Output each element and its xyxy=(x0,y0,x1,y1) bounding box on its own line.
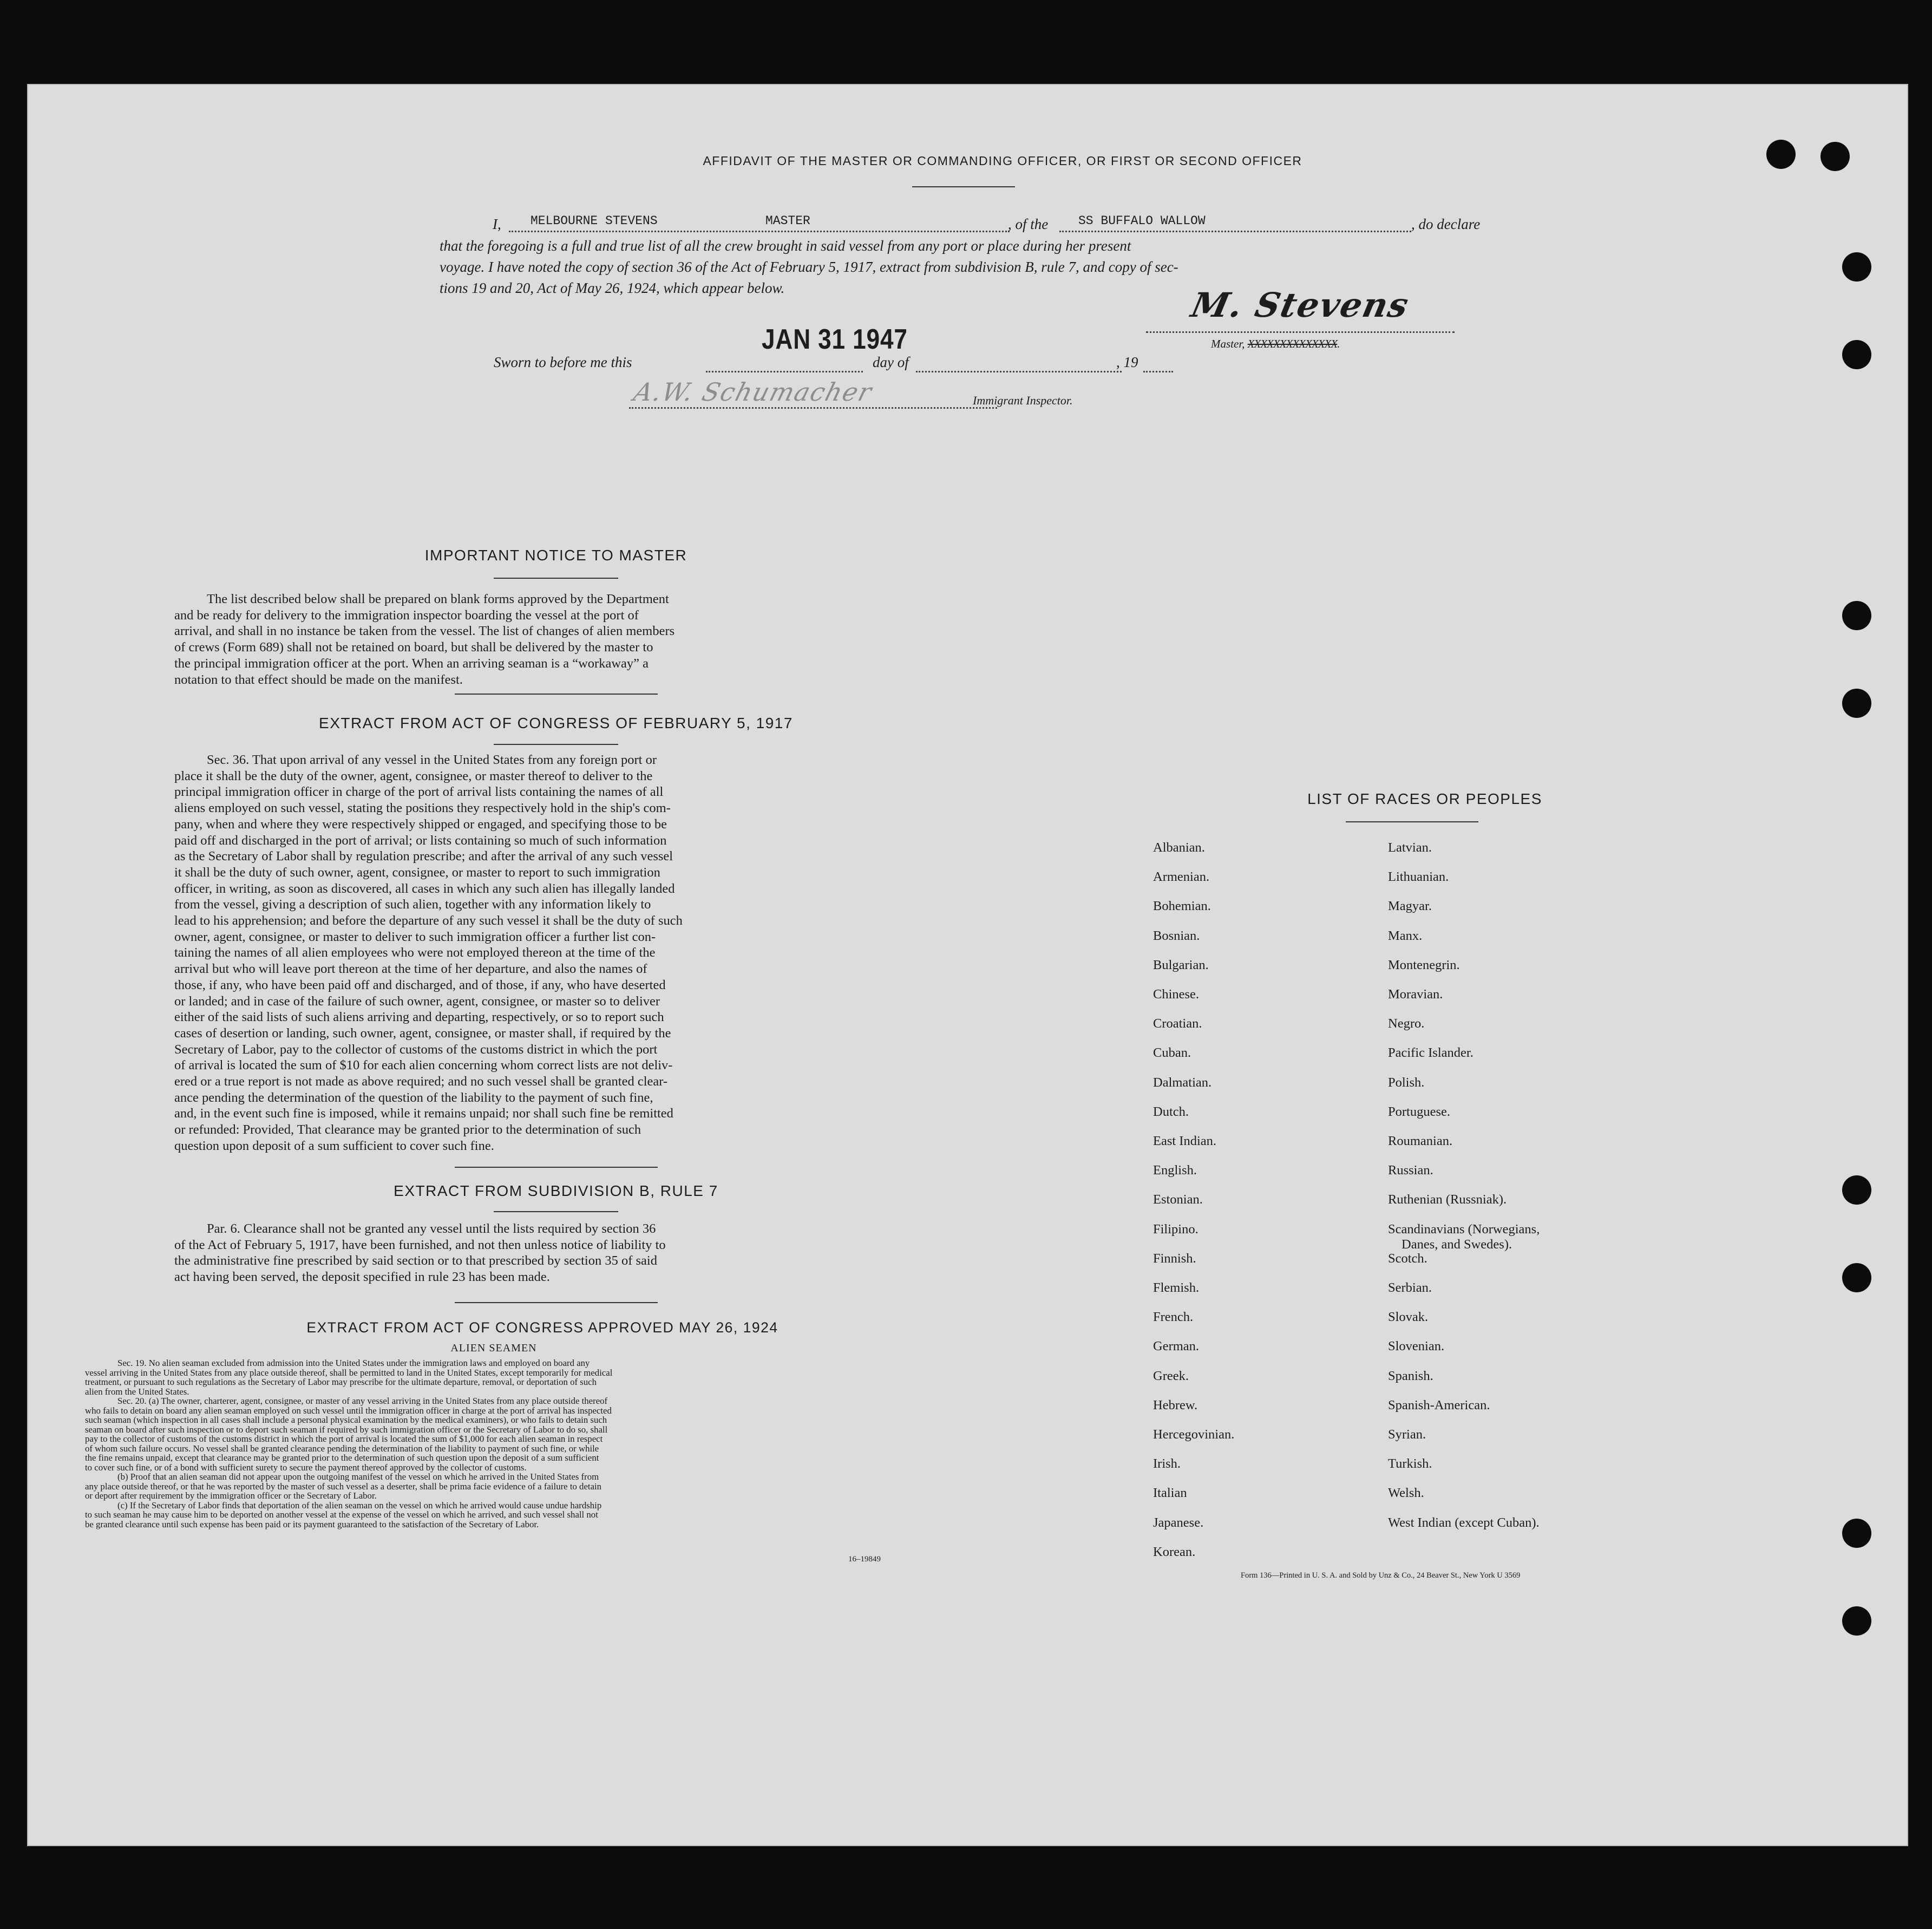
race-entry: Syrian. xyxy=(1388,1427,1426,1442)
race-entry: Cuban. xyxy=(1153,1045,1191,1061)
section-19-20-line: to such seaman he may cause him to be deported on another vessel at the expense of the vessel on which he arrived, and such vessel shall not xyxy=(85,1509,598,1520)
section-19-20-line: of whom such failure occurs. No vessel shall be granted clearance pending the determination of the liability to payment of such fine, or while xyxy=(85,1443,599,1454)
master-rank-field: MASTER xyxy=(765,214,810,228)
section-36-line: those, if any, who have been paid off and discharged, and of those, if any, who have deserted xyxy=(174,977,666,992)
race-entry: Lithuanian. xyxy=(1388,869,1449,885)
document-sheet xyxy=(27,84,1908,1846)
race-entry: Irish. xyxy=(1153,1456,1181,1472)
section-36-line: or landed; and in case of the failure of such owner, agent, consignee, or master so to deliver xyxy=(174,993,660,1009)
section-19-20-line: seaman on board after such inspection or to deport such seaman if required by such immigration officer or the Secretary of Labor to do so, shall xyxy=(85,1424,608,1435)
race-entry: Korean. xyxy=(1153,1544,1196,1559)
date-stamp: JAN 31 1947 xyxy=(762,324,908,355)
paragraph-6-line: the administrative fine prescribed by said section or to that prescribed by section 35 of said xyxy=(174,1253,657,1268)
race-entry: Roumanian. xyxy=(1388,1134,1453,1148)
race-entry: West Indian (except Cuban). xyxy=(1388,1515,1540,1530)
race-entry: Serbian. xyxy=(1388,1280,1432,1295)
notice-text xyxy=(174,591,813,688)
punch-hole xyxy=(1842,689,1871,718)
section-36-line: cases of desertion or landing, such owner, agent, consignee, or master shall, if required by the xyxy=(174,1025,671,1041)
section-36-line: Secretary of Labor, pay to the collector of customs of the customs district in which the port xyxy=(174,1042,658,1057)
race-entry: Manx. xyxy=(1388,928,1423,943)
race-entry: Portuguese. xyxy=(1388,1104,1450,1119)
affidavit-body-1: that the foregoing is a full and true list of all the crew brought in said vessel from any port or place during her present xyxy=(440,238,1131,254)
race-entry: Bohemian. xyxy=(1153,899,1211,914)
race-entry: Latvian. xyxy=(1388,840,1432,855)
notice-title: IMPORTANT NOTICE TO MASTER xyxy=(424,547,687,564)
race-entry: Danes, and Swedes). xyxy=(1401,1237,1512,1252)
races-rule xyxy=(1346,821,1478,822)
section-19-20-line: such seaman (which inspection in all cases shall include a personal physical examination by the medical examiners), or who fails to detain such xyxy=(85,1415,607,1425)
punch-hole xyxy=(1842,1519,1871,1548)
printer-imprint: Form 136—Printed in U. S. A. and Sold by Unz & Co., 24 Beaver St., New York U 3569 xyxy=(1241,1571,1521,1580)
master-signature: M. Stevens xyxy=(1188,285,1413,325)
extract-1917-text xyxy=(174,752,813,1154)
race-entry: Spanish-American. xyxy=(1388,1397,1490,1413)
extract-1917-rule-2 xyxy=(494,744,618,745)
of-the-label: , of the xyxy=(1008,216,1049,232)
race-entry: Moravian. xyxy=(1388,987,1443,1002)
race-entry: Chinese. xyxy=(1153,987,1200,1002)
notice-rule xyxy=(494,578,618,579)
races-title: LIST OF RACES OR PEOPLES xyxy=(1307,790,1542,807)
paragraph-6-line: Par. 6. Clearance shall not be granted any vessel until the lists required by section 36 xyxy=(207,1221,656,1236)
race-entry: Scotch. xyxy=(1388,1251,1427,1266)
section-19-20-line: Sec. 20. (a) The owner, charterer, agent, consignee, or master of any vessel arriving in the United States from any place outside thereof xyxy=(117,1396,608,1406)
section-19-20-line: to cover such fine, or of a bond with sufficient surety to secure the payment thereof approved by the collector of customs. xyxy=(85,1462,527,1473)
race-entry: German. xyxy=(1153,1339,1200,1354)
race-entry: Bosnian. xyxy=(1153,928,1200,943)
section-36-line: it shall be the duty of such owner, agent, consignee, or master to report to such immigration xyxy=(174,865,660,880)
section-36-line: or refunded: Provided, That clearance may be granted prior to the determination of such xyxy=(174,1122,641,1137)
race-entry: Spanish. xyxy=(1388,1368,1433,1383)
section-36-line: either of the said lists of such aliens arriving and departing, respectively, or so to report such xyxy=(174,1010,664,1025)
notice-line: notation to that effect should be made on the manifest. xyxy=(174,672,463,687)
race-entry: Hercegovinian. xyxy=(1153,1427,1235,1442)
race-entry: Finnish. xyxy=(1153,1251,1196,1266)
punch-hole xyxy=(1820,142,1850,171)
extract-1917-title: EXTRACT FROM ACT OF CONGRESS OF FEBRUARY 5, 1917 xyxy=(319,715,793,731)
section-19-20-line: the fine remains unpaid, except that clearance may be granted prior to the determination of such question upon the deposit of a sum sufficient xyxy=(85,1453,599,1463)
master-label: Master, xyxy=(1211,337,1245,350)
race-entry: Turkish. xyxy=(1388,1456,1432,1472)
notice-line: The list described below shall be prepared on blank forms approved by the Department xyxy=(207,592,669,606)
race-entry: Italian xyxy=(1153,1486,1187,1501)
affidavit-pronoun: I, xyxy=(493,216,501,232)
race-entry: Slovenian. xyxy=(1388,1339,1445,1354)
section-36-line: taining the names of all alien employees who were not employed thereon at the time of the xyxy=(174,945,656,960)
race-entry: Filipino. xyxy=(1153,1221,1199,1237)
section-19-20-line: any place outside thereof, or that he was reported by the master of such vessel as a deserter, shall be prima facie evidence of a failure to detain xyxy=(85,1481,602,1492)
section-36-line: Sec. 36. That upon arrival of any vessel in the United States from any foreign port or xyxy=(207,753,657,767)
race-entry: Estonian. xyxy=(1153,1192,1203,1207)
extract-1924-title: EXTRACT FROM ACT OF CONGRESS APPROVED MAY 26, 1924 xyxy=(306,1319,778,1336)
rule7-rule xyxy=(455,1167,658,1168)
notice-line: and be ready for delivery to the immigration inspector boarding the vessel at the port of xyxy=(174,607,639,623)
sworn-year-line xyxy=(1143,371,1173,372)
race-entry: Negro. xyxy=(1388,1016,1425,1031)
race-entry: Albanian. xyxy=(1153,840,1205,855)
section-19-20-line: who fails to detain on board any alien seaman employed on such vessel until the immigration officer in charge at the port of arrival has inspected xyxy=(85,1405,612,1416)
notice-line: arrival, and shall in no instance be taken from the vessel. The list of changes of alien members xyxy=(174,624,675,639)
section-36-line: ance pending the determination of the question of the liability to the payment of such fine, xyxy=(174,1090,653,1105)
section-36-line: principal immigration officer in charge of the port of arrival lists containing the names of all xyxy=(174,784,664,800)
race-entry: East Indian. xyxy=(1153,1134,1217,1148)
master-period: . xyxy=(1337,337,1340,350)
notice-line: of crews (Form 689) shall not be retained on board, but shall be delivered by the master to xyxy=(174,640,653,655)
master-signature-line xyxy=(1146,331,1455,333)
section-36-line: ered or a true report is not made as above required; and no such vessel shall be granted clear- xyxy=(174,1074,668,1089)
race-entry: English. xyxy=(1153,1163,1197,1178)
alien-seamen-subtitle: ALIEN SEAMEN xyxy=(450,1342,537,1354)
section-36-line: from the vessel, giving a description of such alien, together with any information likely to xyxy=(174,897,651,912)
rule7-text xyxy=(174,1221,813,1285)
section-36-line: of arrival is located the sum of $10 for each alien concerning whom correct lists are not deliv- xyxy=(174,1058,673,1073)
paragraph-6-line: of the Act of February 5, 1917, have been furnished, and not then unless notice of liability to xyxy=(174,1237,666,1252)
section-36-line: pany, when and where they were respectively shipped or engaged, and specifying those to be xyxy=(174,816,667,832)
section-36-line: as the Secretary of Labor shall by regulation prescribe; and after the arrival of any such vessel xyxy=(174,849,673,864)
section-19-20-line: (b) Proof that an alien seaman did not appear upon the outgoing manifest of the vessel on which he arrived in the United States from xyxy=(117,1472,599,1482)
do-declare-label: , do declare xyxy=(1411,216,1481,232)
inspector-label: Immigrant Inspector. xyxy=(973,394,1073,407)
section-36-line: aliens employed on such vessel, stating the positions they respectively hold in the ship's com- xyxy=(174,801,671,816)
section-36-line: place it shall be the duty of the owner, agent, consignee, or master thereof to deliver to the xyxy=(174,768,653,783)
affidavit-body-2: voyage. I have noted the copy of section 36 of the Act of February 5, 1917, extract from subdivision B, rule 7, and copy of sec- xyxy=(440,259,1178,275)
extract-1917-rule xyxy=(455,694,658,695)
section-36-line: officer, in writing, as soon as discovered, all cases in which any such alien has illegally landed xyxy=(174,881,675,896)
race-entry: French. xyxy=(1153,1310,1194,1325)
section-19-20-line: treatment, or pursuant to such regulations as the Secretary of Labor may prescribe for the ultimate departure, removal, or deportation of such xyxy=(85,1377,597,1387)
race-entry: Croatian. xyxy=(1153,1016,1202,1031)
vessel-line xyxy=(1059,231,1411,232)
race-entry: Pacific Islander. xyxy=(1388,1045,1473,1061)
section-19-20-line: pay to the collector of customs of the customs district in which the port of arrival is located the sum of $1,000 for each alien seaman in respect xyxy=(85,1434,603,1444)
punch-hole xyxy=(1842,1606,1871,1636)
race-entry: Bulgarian. xyxy=(1153,957,1209,972)
punch-hole xyxy=(1842,252,1871,282)
race-entry: Armenian. xyxy=(1153,869,1210,885)
section-19-20-line: Sec. 19. No alien seaman excluded from admission into the United States under the immigration laws and employed on board any xyxy=(117,1358,590,1368)
sworn-day-line xyxy=(706,371,863,372)
race-entry: Slovak. xyxy=(1388,1310,1429,1325)
extract-1924-text xyxy=(85,1358,894,1529)
race-entry: Hebrew. xyxy=(1153,1397,1198,1413)
race-entry: Ruthenian (Russniak). xyxy=(1388,1192,1507,1207)
affidavit-title: AFFIDAVIT OF THE MASTER OR COMMANDING OFFICER, OR FIRST OR SECOND OFFICER xyxy=(703,154,1302,168)
section-19-20-line: alien from the United States. xyxy=(85,1386,189,1397)
race-entry: Greek. xyxy=(1153,1368,1189,1383)
race-entry: Scandinavians (Norwegians, xyxy=(1388,1221,1540,1237)
race-entry: Montenegrin. xyxy=(1388,957,1460,972)
inspector-signature: A.W. Schumacher xyxy=(630,377,876,407)
section-19-20-line: or deport after requirement by the immigration officer or the Secretary of Labor. xyxy=(85,1490,377,1501)
punch-hole xyxy=(1842,1263,1871,1292)
notice-line: the principal immigration officer at the port. When an arriving seaman is a “workaway” a xyxy=(174,656,649,671)
struck-title: XXXXXXXXXXXXXX xyxy=(1247,337,1338,350)
day-of-label: day of xyxy=(873,354,909,370)
paragraph-6-line: act having been served, the deposit specified in rule 23 has been made. xyxy=(174,1270,550,1285)
year-label: , 19 xyxy=(1116,354,1138,370)
race-entry: Welsh. xyxy=(1388,1486,1424,1501)
race-entry: Polish. xyxy=(1388,1075,1425,1090)
master-name-field: MELBOURNE STEVENS xyxy=(531,214,658,228)
race-entry: Magyar. xyxy=(1388,899,1432,914)
rule7-rule-2 xyxy=(494,1211,618,1212)
affidavit-body-3: tions 19 and 20, Act of May 26, 1924, which appear below. xyxy=(440,280,785,296)
name-line xyxy=(509,231,1010,232)
section-36-line: arrival but who will leave port thereon at the time of her departure, and also the names of xyxy=(174,962,647,977)
section-36-line: owner, agent, consignee, or master to deliver to such immigration officer a further list con- xyxy=(174,929,656,944)
section-36-line: paid off and discharged in the port of arrival; or lists containing so much of such information xyxy=(174,833,667,848)
punch-hole xyxy=(1842,601,1871,630)
sworn-label: Sworn to before me this xyxy=(494,354,632,370)
form-number: 16–19849 xyxy=(848,1555,881,1564)
punch-hole xyxy=(1766,140,1796,169)
race-entry: Japanese. xyxy=(1153,1515,1204,1530)
punch-hole xyxy=(1842,1175,1871,1205)
race-entry: Dutch. xyxy=(1153,1104,1189,1119)
master-title xyxy=(1211,337,1340,351)
punch-hole xyxy=(1842,340,1871,369)
race-entry: Dalmatian. xyxy=(1153,1075,1212,1090)
section-19-20-line: be granted clearance until such expense has been paid or its payment guaranteed to the satisfaction of the Secretary of Labor. xyxy=(85,1519,539,1529)
section-19-20-line: vessel arriving in the United States from any place outside thereof, shall be permitted to land in the United States, except temporarily for medical xyxy=(85,1367,613,1378)
race-entry: Flemish. xyxy=(1153,1280,1200,1295)
rule7-title: EXTRACT FROM SUBDIVISION B, RULE 7 xyxy=(394,1182,718,1199)
race-entry: Russian. xyxy=(1388,1163,1433,1178)
inspector-line xyxy=(629,407,997,409)
section-36-line: and, in the event such fine is imposed, while it remains unpaid; nor shall such fine be remitted xyxy=(174,1106,673,1121)
section-36-line: lead to his apprehension; and before the departure of any such vessel it shall be the duty of such xyxy=(174,913,683,928)
extract-1924-rule xyxy=(455,1302,658,1303)
vessel-name-field: SS BUFFALO WALLOW xyxy=(1078,214,1206,228)
title-rule xyxy=(912,186,1015,187)
sworn-month-line xyxy=(916,371,1122,372)
section-19-20-line: (c) If the Secretary of Labor finds that deportation of the alien seaman on the vessel on which he arrived would cause undue hardship xyxy=(117,1500,602,1510)
section-36-line: question upon deposit of a sum sufficient to cover such fine. xyxy=(174,1138,494,1153)
